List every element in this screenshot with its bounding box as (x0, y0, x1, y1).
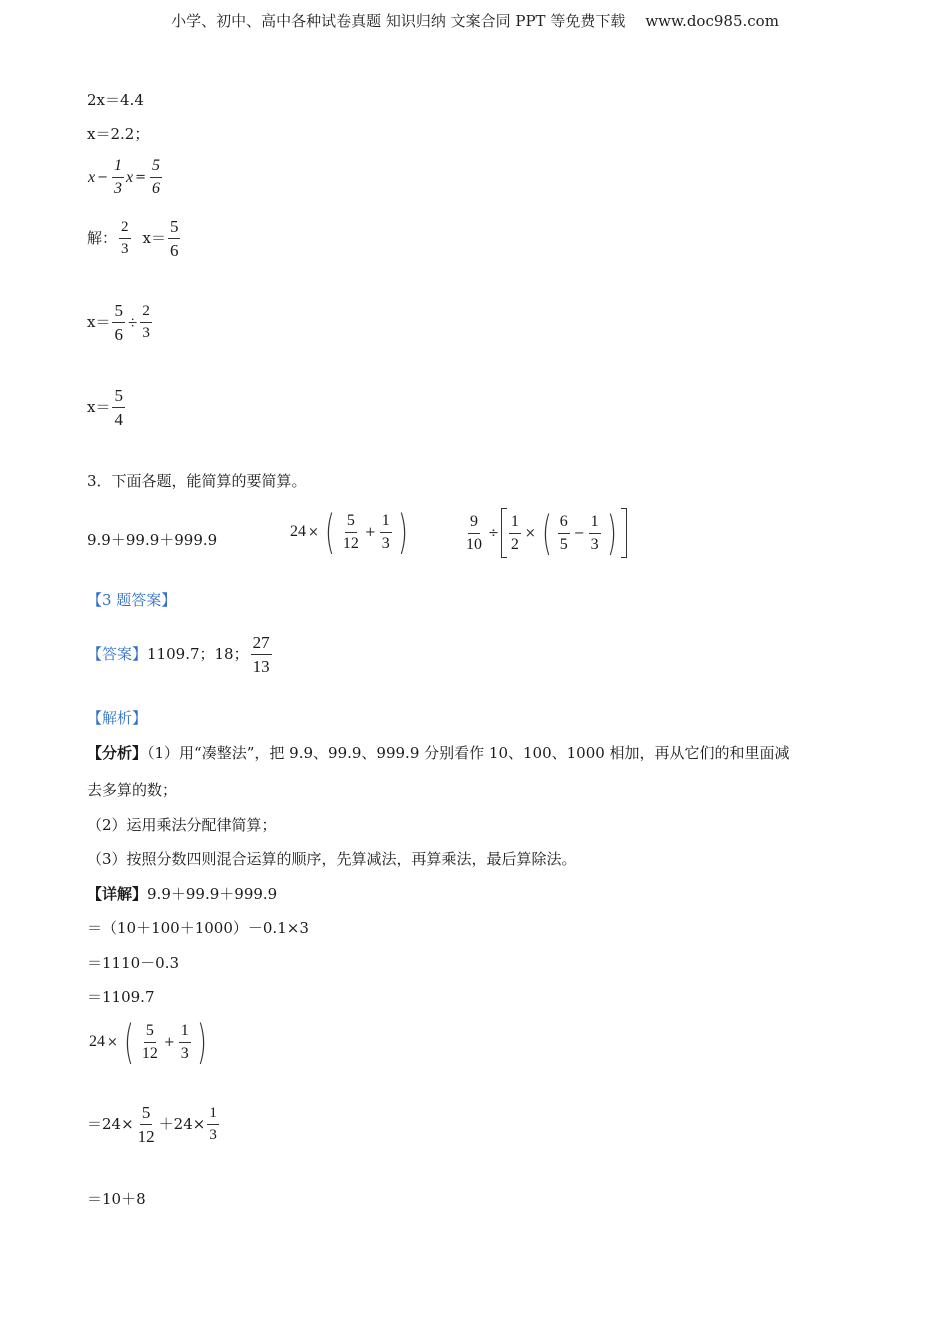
fraction-denominator: 3 (114, 180, 123, 197)
fraction-numerator: 1 (380, 513, 392, 533)
detail-line-2: ＝（10＋100＋1000）－0.1×3 (87, 919, 309, 937)
analysis-line-4: （3）按照分数四则混合运算的顺序，先算减法，再算乘法，最后算除法。 (87, 850, 577, 868)
fraction-denominator: 2 (510, 535, 519, 553)
expr-fraction-five-twelfths (140, 1023, 160, 1062)
p2-fraction-five-twelfths (341, 513, 361, 552)
left-paren: ( (123, 1015, 134, 1069)
fraction-numerator: 5 (140, 1104, 153, 1125)
question-3-part-1: 9.9＋99.9＋999.9 (87, 531, 218, 549)
analysis-line-3: （2）运用乘法分配律简算； (87, 816, 277, 834)
eq-minus: − (97, 170, 109, 185)
fraction-numerator: 5 (345, 513, 357, 533)
analysis-label: 【分析】 (87, 744, 148, 762)
p2-fraction-one-third (380, 513, 392, 552)
fraction-numerator: 1 (509, 514, 521, 534)
answer-fraction (251, 634, 272, 675)
fraction-denominator: 6 (114, 325, 123, 344)
eq-fraction-one-third (112, 158, 124, 197)
fraction-numerator: 5 (112, 387, 125, 408)
header-site-description: 小学、初中、高中各种试卷真题 知识归纳 文案合同 PPT 等免费下载 (171, 12, 626, 30)
jie-fraction-two-thirds (119, 220, 131, 257)
analysis-line-1 (87, 746, 790, 761)
solution-line-2: x＝2.2； (87, 125, 150, 143)
p2-coefficient: 24 (290, 523, 306, 540)
right-bracket (621, 508, 627, 558)
eq-equals: = (135, 170, 147, 185)
div-prefix: x＝ (87, 313, 111, 331)
p3-minus: − (573, 525, 585, 541)
fraction-denominator: 12 (137, 1127, 155, 1146)
fraction-numerator: 1 (207, 1106, 219, 1125)
fraction-denominator: 5 (559, 535, 568, 553)
page-header (0, 14, 950, 29)
eq-var-x: x (88, 168, 96, 186)
div-operator: ÷ (127, 313, 138, 332)
question-3-title: 3．下面各题，能简算的要简算。 (87, 472, 307, 490)
fraction-numerator: 1 (179, 1023, 191, 1043)
fraction-numerator: 9 (468, 514, 480, 534)
result-fraction-five-fourths (112, 387, 125, 428)
fraction-denominator: 6 (152, 180, 161, 197)
fraction-numerator: 5 (168, 218, 181, 239)
div-fraction-five-sixths (112, 302, 125, 343)
solution-line-1: 2x＝4.4 (87, 91, 144, 109)
equation-jie (87, 218, 182, 259)
fraction-denominator: 12 (342, 534, 359, 552)
detail-label: 【详解】 (87, 885, 148, 903)
answer-heading: 【3 题答案】 (87, 591, 177, 609)
p3-fraction-one-half (509, 514, 521, 553)
p3-times: × (524, 525, 536, 541)
fraction-numerator: 27 (251, 634, 272, 655)
p2-plus: + (364, 524, 376, 540)
analysis-heading: 【解析】 (87, 709, 148, 727)
dist-part-1: ＝24× (87, 1115, 134, 1133)
fraction-numerator: 5 (144, 1023, 156, 1043)
dist-fraction-five-twelfths (136, 1104, 157, 1145)
dist-part-2: ＋24× (158, 1115, 206, 1133)
detail-line-3: ＝1110－0.3 (87, 954, 180, 972)
fraction-numerator: 2 (121, 219, 129, 235)
expr-plus: + (163, 1034, 175, 1050)
div-fraction-two-thirds (140, 304, 152, 341)
fraction-denominator: 3 (590, 535, 599, 553)
answer-line (87, 634, 274, 675)
fraction-denominator: 12 (141, 1044, 158, 1062)
equation-result (87, 387, 127, 428)
detail-distribution (87, 1104, 221, 1145)
expr-fraction-one-third (179, 1023, 191, 1062)
fraction-denominator: 3 (180, 1044, 189, 1062)
fraction-numerator: 1 (589, 514, 601, 534)
question-3-part-2 (290, 505, 412, 559)
dist-fraction-one-third (207, 1106, 219, 1143)
fraction-denominator: 13 (252, 657, 270, 676)
fraction-numerator: 5 (150, 158, 162, 178)
fraction-denominator: 3 (119, 238, 131, 257)
fraction-denominator: 10 (466, 535, 482, 553)
detail-line-last: ＝10＋8 (87, 1190, 146, 1208)
result-prefix: x＝ (87, 398, 111, 416)
p3-fraction-six-fifths (558, 514, 570, 553)
eq-fraction-five-sixths (150, 158, 162, 197)
fraction-denominator: 4 (114, 410, 123, 429)
left-paren: ( (541, 506, 552, 560)
right-paren: ) (606, 506, 617, 560)
fraction-denominator: 6 (169, 241, 179, 260)
eq-var-x2: x (126, 168, 134, 186)
jie-label: 解： (87, 229, 118, 247)
p3-fraction-nine-tenths (464, 514, 484, 553)
fraction-numerator: 5 (112, 302, 125, 323)
detail-text-1: 9.9＋99.9＋999.9 (147, 885, 278, 903)
jie-fraction-five-sixths (168, 218, 181, 259)
fraction-denominator: 3 (381, 534, 390, 552)
right-paren: ) (397, 505, 408, 559)
fraction-numerator: 1 (112, 158, 124, 178)
left-paren: ( (324, 505, 335, 559)
header-url-link[interactable]: www.doc985.com (645, 12, 779, 30)
p3-divide: ÷ (488, 525, 499, 541)
p2-times: × (308, 524, 319, 540)
fraction-numerator: 2 (140, 304, 152, 323)
expr-coefficient: 24 (89, 1033, 105, 1050)
jie-x-equals: x＝ (142, 229, 166, 247)
question-3-part-3 (462, 508, 627, 558)
fraction-denominator: 3 (209, 1127, 217, 1143)
expr-times: × (107, 1034, 118, 1050)
answer-label: 【答案】 (87, 645, 148, 663)
detail-line-1 (87, 887, 277, 902)
detail-expression (89, 1015, 211, 1069)
p3-fraction-one-third (589, 514, 601, 553)
analysis-line-2: 去多算的数； (87, 781, 178, 799)
equation-x-minus-third-x (88, 158, 164, 197)
fraction-denominator: 3 (142, 325, 150, 341)
fraction-numerator: 6 (558, 514, 570, 534)
equation-division (87, 302, 154, 343)
right-paren: ) (196, 1015, 207, 1069)
left-bracket (501, 508, 507, 558)
detail-line-4: ＝1109.7 (87, 988, 155, 1006)
analysis-text-1: （1）用“凑整法”，把 9.9、99.9、999.9 分别看作 10、100、1000 相加，再从它们的和里面减 (147, 744, 790, 762)
answer-text: 1109.7；18； (147, 645, 249, 663)
